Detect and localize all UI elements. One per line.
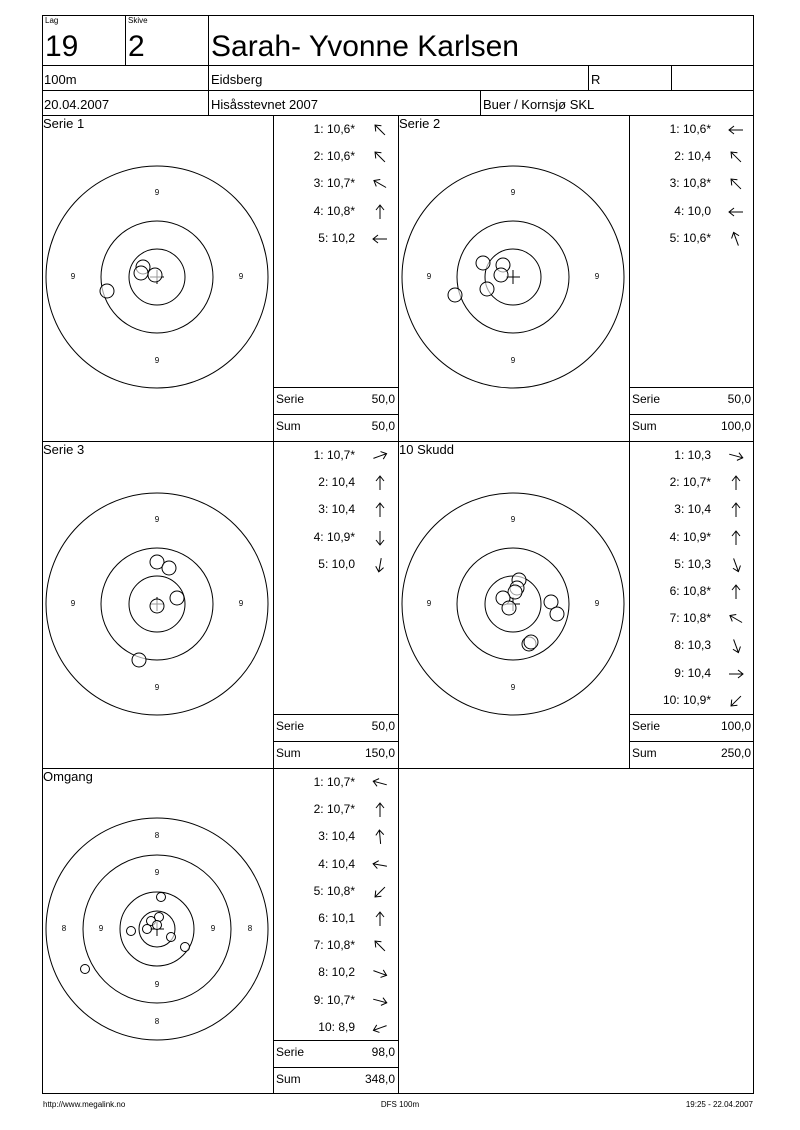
ring-label: 9	[426, 272, 432, 282]
sum-value: 348,0	[364, 1072, 395, 1086]
shot-direction-arrow-icon	[726, 609, 746, 629]
shot-value: 5: 10,0	[318, 556, 355, 571]
panel-title: Serie 3	[43, 442, 85, 457]
serie-value: 50,0	[371, 719, 395, 733]
shot-direction-arrow-icon	[370, 473, 390, 493]
shot-value: 1: 10,3	[674, 448, 711, 462]
shot-hole	[81, 965, 90, 974]
shot-direction-arrow-icon	[370, 147, 390, 167]
ring-label: 9	[594, 272, 600, 282]
event-name: Hisåsstevnet 2007	[211, 97, 318, 112]
skive-number: 2	[128, 30, 145, 63]
footer-center: DFS 100m	[380, 1100, 420, 1109]
shot-direction-arrow-icon	[726, 202, 746, 222]
ring-label: 8	[61, 924, 67, 934]
shot-value: 1: 10,6*	[669, 122, 711, 136]
shot-direction-arrow-icon	[726, 691, 746, 711]
shot-hole	[153, 921, 162, 930]
shot-value: 1: 10,7*	[313, 448, 355, 462]
shot-direction-arrow-icon	[370, 202, 390, 222]
shot-direction-arrow-icon	[370, 773, 390, 793]
shot-direction-arrow-icon	[370, 500, 390, 520]
sum-label: Sum	[632, 746, 657, 760]
shot-value: 5: 10,6*	[669, 230, 711, 245]
panel-title: Serie 2	[399, 116, 441, 131]
shot-hole	[448, 288, 462, 302]
serie-label: Serie	[632, 719, 661, 733]
shot-value: 1: 10,6*	[313, 122, 355, 136]
shot-hole	[132, 653, 146, 667]
ring-label: 9	[154, 980, 160, 990]
footer-timestamp: 19:25 - 22.04.2007	[685, 1100, 753, 1109]
class: R	[591, 72, 601, 87]
shot-value: 8: 10,2	[318, 965, 355, 980]
shot-direction-arrow-icon	[370, 991, 390, 1011]
ring-label: 9	[154, 356, 160, 366]
shot-value: 8: 10,3	[674, 638, 711, 653]
shot-direction-arrow-icon	[726, 473, 746, 493]
shot-value: 5: 10,8*	[313, 883, 355, 898]
shot-value: 3: 10,4	[318, 502, 355, 517]
target-diagram	[398, 162, 628, 392]
ring-label: 9	[70, 599, 76, 609]
shot-value: 4: 10,4	[318, 856, 355, 871]
shot-value: 4: 10,8*	[313, 203, 355, 218]
shot-value: 2: 10,4	[318, 475, 355, 490]
shot-value: 5: 10,3	[674, 556, 711, 571]
sum-value: 250,0	[720, 746, 751, 760]
shot-hole	[148, 268, 162, 282]
panel-title: Omgang	[43, 769, 93, 784]
shot-value: 3: 10,7*	[313, 176, 355, 191]
target-diagram	[42, 489, 272, 719]
shot-hole	[550, 607, 564, 621]
shot-hole	[127, 927, 136, 936]
shot-hole	[480, 282, 494, 296]
footer-url: http://www.megalink.no	[43, 1100, 126, 1109]
sum-label: Sum	[276, 1072, 301, 1086]
shot-direction-arrow-icon	[370, 855, 390, 875]
shot-value: 2: 10,6*	[313, 149, 355, 164]
shot-value: 7: 10,8*	[313, 938, 355, 953]
ring-label: 9	[154, 515, 160, 525]
shot-hole	[143, 925, 152, 934]
ring-label: 9	[154, 188, 160, 198]
ring-label: 9	[210, 924, 216, 934]
ring-label: 9	[594, 599, 600, 609]
shot-value: 6: 10,1	[318, 911, 355, 925]
shot-hole	[524, 635, 538, 649]
sum-value: 150,0	[364, 746, 395, 760]
target-diagram	[398, 489, 628, 719]
lag-number: 19	[45, 30, 79, 63]
serie-label: Serie	[276, 1045, 305, 1059]
shot-value: 6: 10,8*	[669, 584, 711, 598]
shot-direction-arrow-icon	[370, 963, 390, 983]
target-diagram	[42, 162, 272, 392]
shot-direction-arrow-icon	[726, 582, 746, 602]
ring-label: 9	[70, 272, 76, 282]
ring-label: 9	[510, 188, 516, 198]
shot-direction-arrow-icon	[370, 174, 390, 194]
shot-hole	[181, 943, 190, 952]
shot-direction-arrow-icon	[370, 827, 390, 847]
location: Buer / Kornsjø SKL	[483, 97, 595, 112]
shot-value: 5: 10,2	[318, 230, 355, 245]
shot-value: 4: 10,9*	[669, 529, 711, 544]
serie-label: Serie	[276, 719, 305, 733]
sum-value: 50,0	[371, 419, 395, 433]
ring-label: 9	[154, 868, 160, 878]
shot-direction-arrow-icon	[370, 446, 390, 466]
ring-label: 9	[510, 515, 516, 525]
ring-label: 8	[154, 1017, 160, 1027]
ring-label: 9	[154, 683, 160, 693]
shot-value: 2: 10,7*	[669, 475, 711, 490]
shot-hole	[162, 561, 176, 575]
shot-hole	[134, 266, 148, 280]
panel-title: Serie 1	[43, 116, 85, 131]
shot-direction-arrow-icon	[370, 555, 390, 575]
shot-direction-arrow-icon	[370, 882, 390, 902]
shot-hole	[502, 601, 516, 615]
serie-value: 50,0	[371, 392, 395, 406]
shot-direction-arrow-icon	[726, 446, 746, 466]
date: 20.04.2007	[44, 97, 110, 112]
shot-value: 4: 10,0	[674, 203, 711, 218]
shot-hole	[167, 933, 176, 942]
shot-direction-arrow-icon	[370, 120, 390, 140]
shot-value: 7: 10,8*	[669, 611, 711, 626]
ring-label: 9	[510, 356, 516, 366]
shot-direction-arrow-icon	[726, 147, 746, 167]
ring-label: 9	[98, 924, 104, 934]
serie-label: Serie	[276, 392, 305, 406]
shot-hole	[494, 268, 508, 282]
shot-direction-arrow-icon	[370, 528, 390, 548]
shot-value: 2: 10,7*	[313, 802, 355, 817]
shot-direction-arrow-icon	[370, 1018, 390, 1038]
shot-value: 3: 10,4	[674, 502, 711, 517]
shot-direction-arrow-icon	[370, 909, 390, 929]
shot-direction-arrow-icon	[726, 229, 746, 249]
shot-direction-arrow-icon	[726, 120, 746, 140]
shot-value: 9: 10,4	[674, 665, 711, 680]
shot-direction-arrow-icon	[370, 800, 390, 820]
club: Eidsberg	[211, 72, 263, 87]
distance: 100m	[44, 72, 77, 87]
shot-hole	[170, 591, 184, 605]
shot-direction-arrow-icon	[370, 936, 390, 956]
panel-title: 10 Skudd	[399, 442, 454, 457]
shot-direction-arrow-icon	[370, 229, 390, 249]
shot-hole	[150, 599, 164, 613]
shot-value: 9: 10,7*	[313, 992, 355, 1007]
shot-direction-arrow-icon	[726, 500, 746, 520]
shot-direction-arrow-icon	[726, 636, 746, 656]
shot-direction-arrow-icon	[726, 528, 746, 548]
sum-value: 100,0	[720, 419, 751, 433]
ring-label: 9	[238, 272, 244, 282]
shot-hole	[157, 893, 166, 902]
sum-label: Sum	[632, 419, 657, 433]
lag-label: Lag	[45, 16, 59, 25]
shot-direction-arrow-icon	[726, 174, 746, 194]
shot-hole	[476, 256, 490, 270]
ring-label: 9	[426, 599, 432, 609]
shot-hole	[100, 284, 114, 298]
target-diagram	[42, 814, 272, 1044]
shot-value: 1: 10,7*	[313, 775, 355, 789]
serie-value: 100,0	[720, 719, 751, 733]
serie-value: 50,0	[727, 392, 751, 406]
shot-value: 10: 10,9*	[662, 692, 711, 707]
ring-label: 8	[154, 831, 160, 841]
sum-label: Sum	[276, 419, 301, 433]
ring-label: 9	[510, 683, 516, 693]
shot-value: 3: 10,8*	[669, 176, 711, 191]
shot-direction-arrow-icon	[726, 555, 746, 575]
shot-value: 4: 10,9*	[313, 529, 355, 544]
serie-value: 98,0	[371, 1045, 395, 1059]
shot-value: 2: 10,4	[674, 149, 711, 164]
sum-label: Sum	[276, 746, 301, 760]
shot-value: 3: 10,4	[318, 829, 355, 844]
serie-label: Serie	[632, 392, 661, 406]
shot-value: 10: 8,9	[318, 1019, 355, 1034]
ring-label: 9	[238, 599, 244, 609]
skive-label: Skive	[128, 16, 148, 25]
ring-label: 8	[247, 924, 253, 934]
shooter-name: Sarah- Yvonne Karlsen	[211, 30, 519, 63]
shot-direction-arrow-icon	[726, 664, 746, 684]
